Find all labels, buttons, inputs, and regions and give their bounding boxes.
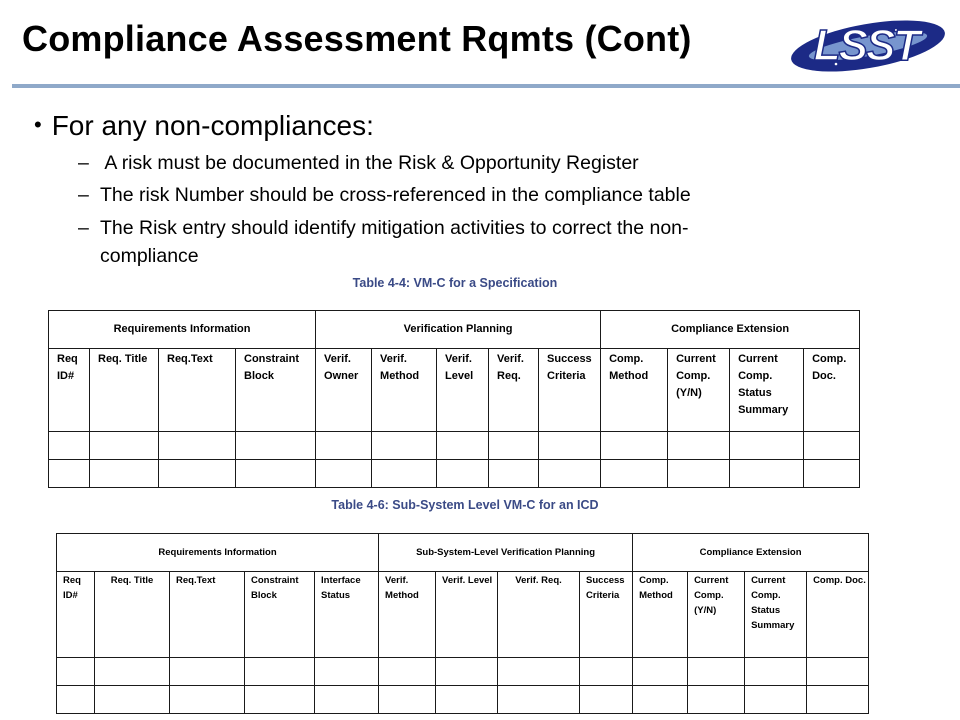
group-header: Compliance Extension [633, 534, 869, 572]
sub-bullet-1: – A risk must be documented in the Risk & Opportunity Register [78, 152, 639, 174]
column-header: Verif. Owner [316, 349, 372, 432]
column-header: Verif. Req. [498, 572, 580, 658]
lsst-logo [776, 8, 956, 84]
column-header: Verif. Req. [489, 349, 539, 432]
column-header: Current Comp. Status Summary [745, 572, 807, 658]
column-header: Verif. Method [379, 572, 436, 658]
column-header: Req.Text [159, 349, 236, 432]
column-header: Success Criteria [539, 349, 601, 432]
column-header: Success Criteria [580, 572, 633, 658]
table-row [49, 432, 860, 460]
title-divider [12, 84, 960, 88]
bullet-dot: • [34, 112, 42, 137]
column-header: Verif. Level [437, 349, 489, 432]
column-header: Req. Title [90, 349, 159, 432]
table-row [57, 658, 869, 686]
group-header: Requirements Information [57, 534, 379, 572]
sub-bullet-2: – The risk Number should be cross-referenced in the compliance table [78, 184, 691, 206]
column-header: Current Comp. Status Summary [730, 349, 804, 432]
column-header: Req.Text [170, 572, 245, 658]
table2-caption: Table 4-6: Sub-System Level VM-C for an ICD [331, 498, 599, 512]
column-header: Current Comp. (Y/N) [668, 349, 730, 432]
main-bullet [34, 110, 374, 142]
column-header: Req. Title [95, 572, 170, 658]
column-header: Verif. Level [436, 572, 498, 658]
column-header: Constraint Block [245, 572, 315, 658]
table-row [49, 460, 860, 488]
column-header: Comp. Doc. [807, 572, 869, 658]
slide-title: Compliance Assessment Rqmts (Cont) [22, 18, 692, 59]
bullet-text: For any non-compliances: [51, 110, 374, 141]
group-header: Requirements Information [49, 311, 316, 349]
sub-bullet-text: A risk must be documented in the Risk & Opportunity Register [100, 152, 639, 174]
column-header: Verif. Method [372, 349, 437, 432]
column-header: Req ID# [49, 349, 90, 432]
column-header: Current Comp. (Y/N) [688, 572, 745, 658]
svg-text:LSST: LSST [813, 21, 919, 70]
group-header: Compliance Extension [601, 311, 860, 349]
sub-bullet-text: The risk Number should be cross-referenced in the compliance table [100, 184, 691, 206]
sub-bullet-continuation: compliance [100, 245, 199, 267]
group-header: Verification Planning [316, 311, 601, 349]
column-header: Comp. Doc. [804, 349, 860, 432]
column-header: Constraint Block [236, 349, 316, 432]
column-header: Comp. Method [601, 349, 668, 432]
table-row [57, 686, 869, 714]
table-vmc-specification [48, 310, 860, 488]
column-header: Req ID# [57, 572, 95, 658]
column-header: Interface Status [315, 572, 379, 658]
group-header: Sub-System-Level Verification Planning [379, 534, 633, 572]
sub-bullet-text: The Risk entry should identify mitigation activities to correct the non- [100, 217, 689, 239]
table-vmc-icd [56, 533, 869, 714]
table1-caption: Table 4-4: VM-C for a Specification [352, 276, 558, 290]
column-header: Comp. Method [633, 572, 688, 658]
sub-bullet-3: – The Risk entry should identify mitigation activities to correct the non- compliance [78, 214, 689, 270]
